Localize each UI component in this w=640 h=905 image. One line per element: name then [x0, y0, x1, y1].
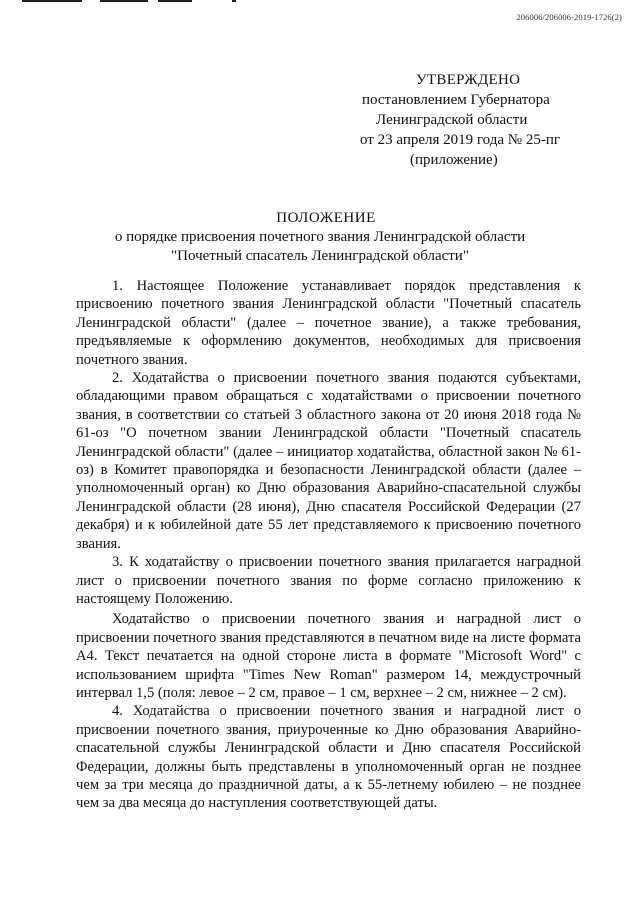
paragraph-2: 2. Ходатайства о присвоении почетного звания подаются субъектами, обладающими правом обращаться с ходатайствами о присвоении почетного звания, в соответствии со статьей 3 областного закона от 20 июня 2018 года № 61-оз "О почетном звании Ленинградской области "Почетный спасатель Ленинградской области" (далее – инициатор ходатайства, областной закон № 61-оз) в Комитет правопорядка и безопасности Ленинградской области (далее – уполномоченный орган) ко Дню образования Аварийно-спасательной службы Ленинградской области (28 июня), Дню спасателя Российской Федерации (27 декабря) и к юбилейной дате 55 лет представляемого к присвоению почетного звания. [76, 370, 581, 552]
title-heading: ПОЛОЖЕНИЕ [276, 210, 376, 226]
approval-line-2: Ленинградской области [376, 112, 528, 128]
approval-line-4: (приложение) [410, 152, 498, 168]
approval-stamp: УТВЕРЖДЕНО [416, 72, 521, 88]
title-subtitle-2: "Почетный спасатель Ленинградской области" [171, 248, 469, 264]
document-title [0, 209, 640, 266]
document-id: 206006/206006-2019-1726(2) [516, 12, 622, 22]
paragraph-5: 4. Ходатайства о присвоении почетного звания и наградной лист о присвоении почетного звания, приуроченные ко Дню образования Аварийно-спасательной службы Ленинградской области и Дню спасателя Российской Федерации, должны быть представлены в уполномоченный орган не позднее чем за три месяца до праздничной даты, а к 55-летнему юбилею – не позднее чем за два месяца до наступления соответствующей даты. [76, 703, 581, 812]
approval-line-1: постановлением Губернатора [362, 92, 550, 108]
approval-line-3: от 23 апреля 2019 года № 25-пг [360, 132, 561, 148]
title-subtitle-1: о порядке присвоения почетного звания Ленинградской области [114, 229, 526, 245]
paragraph-1: 1. Настоящее Положение устанавливает порядок представления к присвоению почетного звания Ленинградской области "Почетный спасатель Ленинградской области" (далее – почетное звание), а также требования, предъявляемые к оформлению документов, необходимых для присвоения почетного звания. [76, 278, 581, 368]
paragraph-4: Ходатайство о присвоении почетного звания и наградной лист о присвоении почетного звания представляются в печатном виде на листе формата А4. Текст печатается на одной стороне листа в формате "Microsoft Word" с использованием шрифта "Times New Roman" размером 14, междустрочный интервал 1,5 (поля: левое – 2 см, правое – 1 см, верхнее – 2 см, нижнее – 2 см). [76, 611, 581, 701]
document-body [76, 277, 581, 813]
scan-edge-marks [0, 0, 640, 3]
paragraph-3: 3. К ходатайству о присвоении почетного звания прилагается наградной лист о присвоении почетного звания по форме согласно приложению к настоящему Положению. [76, 554, 581, 607]
approval-block [358, 70, 578, 170]
